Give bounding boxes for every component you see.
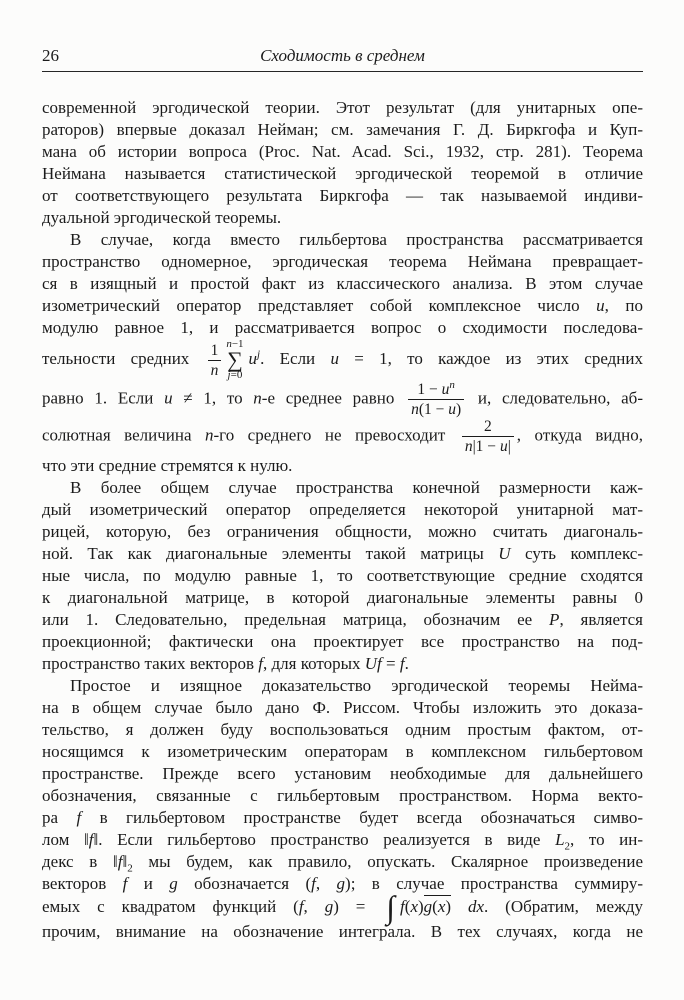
text-run: мана об истории вопроса (Proc. Nat. Acad. Sci., 1932, стр. 281). Теорема xyxy=(42,142,643,161)
overline xyxy=(424,895,451,916)
text-line xyxy=(42,763,643,785)
math-var: f xyxy=(76,808,82,827)
text-run: обозначения, связанные с гильбертовым пространством. Норма векто- xyxy=(42,786,643,805)
text-line xyxy=(42,851,643,873)
math-var: n xyxy=(226,338,232,350)
text-run: векторов xyxy=(42,874,123,893)
text-run: 2 xyxy=(564,840,571,853)
math-var: g xyxy=(336,874,346,893)
text-run: Простое и изящное доказательство эргодической теоремы Нейма- xyxy=(70,676,643,695)
integral-icon: ∫ xyxy=(386,889,396,925)
text-run: . Если xyxy=(260,348,331,368)
fraction-numerator xyxy=(408,378,464,400)
math-var: g xyxy=(423,896,433,916)
math-var: u xyxy=(499,438,508,455)
text-run: к диагональной матрице, в которой диагональные элементы равны 0 xyxy=(42,588,643,607)
text-run: ( xyxy=(404,896,411,916)
text-run: ( xyxy=(432,896,438,916)
text-line xyxy=(42,295,643,317)
text-run: ) xyxy=(445,896,452,916)
text-line xyxy=(42,697,643,719)
text-run: пространство одномерное, эргодическая теорема Неймана превращает- xyxy=(42,252,643,271)
text-line xyxy=(42,499,643,521)
text-line xyxy=(42,653,643,675)
text-run: раторов) впервые доказал Нейман; см. замечания Г. Д. Биркгофа и Куп- xyxy=(42,120,643,139)
math-var: g xyxy=(324,896,334,916)
text-line xyxy=(42,785,643,807)
text-line xyxy=(42,631,643,653)
text-run: (1 − xyxy=(418,401,449,418)
text-run: ) xyxy=(417,896,424,916)
math-var: L xyxy=(555,830,565,849)
text-run: или 1. Следовательно, предельная матрица, обозначим ее xyxy=(42,610,550,629)
text-run: пространстве. Прежде всего установим необходимые для дальнейшего xyxy=(42,764,643,783)
text-line xyxy=(42,339,643,381)
text-run: −1 xyxy=(231,338,244,350)
math-var: P xyxy=(549,610,560,629)
text-run: модулю равное 1, и рассматривается вопрос о сходимости последова- xyxy=(42,318,643,337)
math-var: u xyxy=(448,401,456,418)
math-var: U xyxy=(498,544,511,563)
text-run: 2 xyxy=(127,862,133,875)
summation xyxy=(226,339,243,381)
text-run: обозначается ( xyxy=(177,874,312,893)
text-run: , то ин- xyxy=(570,830,643,849)
text-run: 1 − xyxy=(417,381,442,398)
fraction-denominator xyxy=(462,437,514,455)
fraction xyxy=(208,342,222,379)
math-var: f xyxy=(298,896,304,916)
text-run: В более общем случае пространства конечной размерности каж- xyxy=(70,478,643,497)
fraction-denominator xyxy=(208,361,222,379)
text-run: , откуда видно, xyxy=(516,425,643,445)
page-header xyxy=(42,46,643,72)
text-line xyxy=(42,141,643,163)
running-title: Сходимость в среднем xyxy=(260,46,425,65)
paragraph xyxy=(42,675,643,943)
math-var: g xyxy=(169,874,178,893)
math-var: n xyxy=(204,425,214,445)
math-var: n xyxy=(210,361,219,379)
math-var: n xyxy=(464,438,473,455)
text-line xyxy=(42,317,643,339)
text-run: =0 xyxy=(230,369,243,381)
text-line xyxy=(42,565,643,587)
text-run: современной эргодической теории. Этот результат (для унитарных опе- xyxy=(42,98,643,117)
text-run: прочим, внимание на обозначение интеграла. В тех случаях, когда не xyxy=(42,922,643,941)
text-run: солютная величина xyxy=(42,425,205,445)
text-line xyxy=(42,719,643,741)
text-run: В случае, когда вместо гильбертова пространства рассматривается xyxy=(70,230,643,249)
text-line xyxy=(42,455,643,477)
text-run: равно 1. Если xyxy=(42,388,165,408)
math-var: dx xyxy=(467,896,484,916)
text-run: мы будем, как правило, опускать. Скалярное произведение xyxy=(132,852,643,871)
text-run: = xyxy=(381,654,400,673)
math-var: u xyxy=(330,348,339,368)
text-run: декс в ‖ xyxy=(42,852,118,871)
math-var: u xyxy=(441,381,450,398)
text-line xyxy=(42,97,643,119)
paragraph xyxy=(42,97,643,229)
math-var: f xyxy=(311,874,316,893)
page-body xyxy=(42,97,643,943)
text-run: дуальной эргодической теоремы. xyxy=(42,208,282,227)
math-var: n xyxy=(449,378,455,391)
sigma-icon: ∑ xyxy=(227,347,243,372)
text-run: проекционной; фактически она проектирует все пространство на под- xyxy=(42,632,643,651)
text-run: изометрический оператор представляет собой комплексное число xyxy=(42,296,597,315)
text-run: что эти средние стремятся к нулю. xyxy=(42,456,293,475)
text-line xyxy=(42,675,643,697)
text-run: и, следовательно, аб- xyxy=(467,388,643,408)
text-run: , для которых xyxy=(263,654,365,673)
text-run: ) xyxy=(455,401,462,418)
text-run: тельности средних xyxy=(42,348,205,368)
text-line xyxy=(42,185,643,207)
fraction xyxy=(462,418,514,455)
math-var: f xyxy=(400,896,405,916)
text-line xyxy=(42,807,643,829)
text-line xyxy=(42,251,643,273)
fraction xyxy=(408,378,464,418)
math-var: f xyxy=(399,654,405,673)
math-var: x xyxy=(410,896,418,916)
text-run: | xyxy=(507,438,511,455)
summation-lower-limit xyxy=(226,370,243,381)
text-line xyxy=(42,229,643,251)
math-var: f xyxy=(117,852,123,871)
text-run: . (Обратим, между xyxy=(484,896,643,916)
text-line xyxy=(42,873,643,895)
text-line xyxy=(42,543,643,565)
text-run: ра xyxy=(42,808,77,827)
text-line xyxy=(42,418,643,455)
fraction-numerator xyxy=(462,418,514,437)
text-run: , является xyxy=(559,610,643,629)
text-run: ‖. Если гильбертово пространство реализуется в виде xyxy=(93,830,556,849)
text-run: , xyxy=(303,896,325,916)
math-var: Uf xyxy=(364,654,382,673)
fraction-numerator xyxy=(208,342,222,361)
text-run xyxy=(451,897,468,916)
text-run: емых с квадратом функций ( xyxy=(42,896,299,916)
text-line xyxy=(42,378,643,418)
paragraph xyxy=(42,477,643,675)
text-line xyxy=(42,273,643,295)
math-var: n xyxy=(253,388,262,408)
text-line xyxy=(42,587,643,609)
text-run: = 1, то каждое из этих средних xyxy=(338,348,643,368)
text-run: в гильбертовом пространстве будет всегда обозначаться симво- xyxy=(81,808,644,827)
text-run: -е среднее равно xyxy=(261,388,406,408)
text-line xyxy=(42,921,643,943)
paragraph xyxy=(42,229,643,477)
text-run: лом ‖ xyxy=(42,830,89,849)
math-var: u xyxy=(164,388,173,408)
math-var: f xyxy=(122,874,128,893)
text-line xyxy=(42,207,643,229)
text-run: ся в изящный и простой факт из классического анализа. В этом случае xyxy=(42,274,643,293)
text-run: ной. Так как диагональные элементы такой матрицы xyxy=(42,544,499,563)
math-var: j xyxy=(227,369,231,381)
text-line xyxy=(42,609,643,631)
text-run: |1 − xyxy=(472,438,500,455)
text-run: ) = xyxy=(333,896,383,916)
text-run: тельство, я должен буду воспользоваться одним простым фактом, от- xyxy=(42,720,643,739)
text-run: ные числа, по модулю равные 1, то соответствующие средние сходятся xyxy=(42,566,643,585)
text-run: суть комплекс- xyxy=(510,544,643,563)
text-run: , по xyxy=(604,296,643,315)
text-run: дый изометрический оператор определяется некоторой унитарной мат- xyxy=(42,500,643,519)
math-var: f xyxy=(88,830,94,849)
math-var: x xyxy=(437,896,446,916)
text-run: . xyxy=(404,654,409,673)
math-var: u xyxy=(248,348,258,368)
text-line xyxy=(42,829,643,851)
text-run: 1 xyxy=(210,341,219,359)
text-run: от соответствующего результата Биркгофа — так называемой индиви- xyxy=(42,186,643,205)
math-var: u xyxy=(596,296,605,315)
text-run: рицей, которую, без ограничения общности, можно считать диагональ- xyxy=(42,522,643,541)
text-run: ≠ 1, то xyxy=(172,388,254,408)
text-run: -го среднего не превосходит xyxy=(213,425,459,445)
text-line xyxy=(42,477,643,499)
text-run: и xyxy=(127,874,170,893)
text-run: пространство таких векторов xyxy=(42,654,259,673)
text-line xyxy=(42,889,643,925)
math-var: n xyxy=(411,401,419,418)
page-number: 26 xyxy=(42,46,59,65)
fraction-denominator xyxy=(408,400,464,418)
text-run: , xyxy=(315,874,337,893)
text-line xyxy=(42,521,643,543)
math-var: j xyxy=(257,348,261,361)
text-line xyxy=(42,119,643,141)
text-run: Неймана называется статистической эргодической теоремой в отличие xyxy=(42,164,643,183)
text-run: 2 xyxy=(483,418,492,435)
text-line xyxy=(42,163,643,185)
text-line xyxy=(42,741,643,763)
math-var: f xyxy=(258,654,263,673)
text-run: ‖ xyxy=(122,852,128,871)
text-run: носящимся к изометрическим операторам в комплексном гильбертовом xyxy=(42,742,643,761)
text-run: на в общем случае было дано Ф. Риссом. Чтобы изложить это доказа- xyxy=(42,698,643,717)
text-run: ); в случае пространства суммиру- xyxy=(345,874,643,893)
superscript xyxy=(449,379,455,391)
